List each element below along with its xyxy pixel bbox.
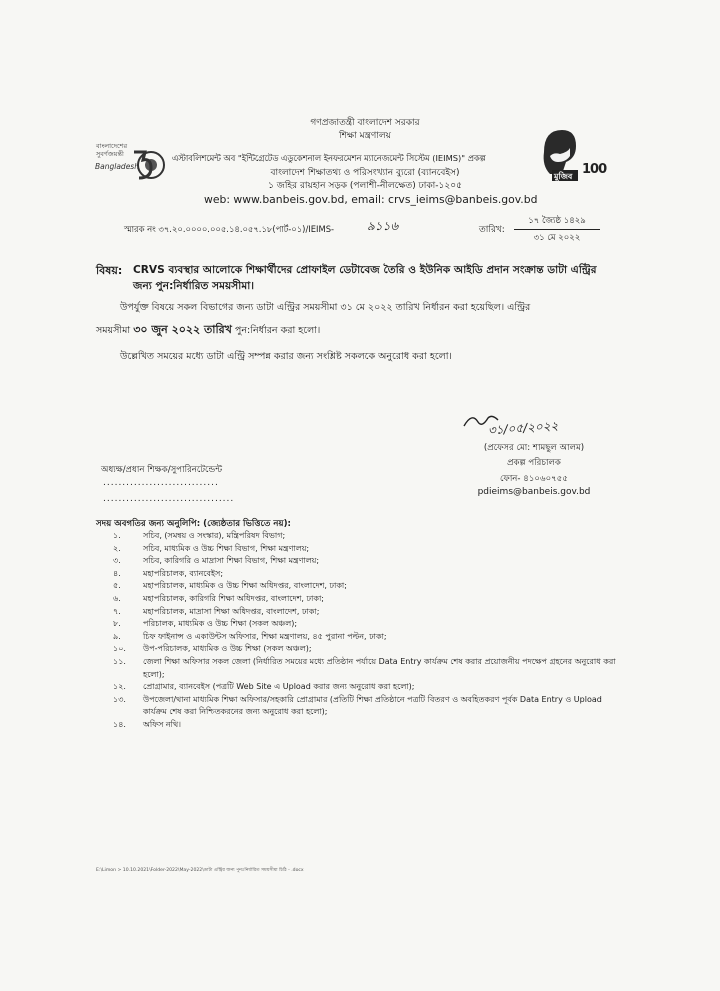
list-item: ৫. মহাপরিচালক, মাধ্যমিক ও উচ্চ শিক্ষা অধিদপ্তর, বাংলাদেশ, ঢাকা; bbox=[113, 581, 347, 591]
header-address: ১ জহির রায়হান সড়ক (পলাশী-নীলক্ষেত) ঢাকা-১২০৫ bbox=[268, 181, 462, 191]
body-para-1-line-1: উপর্যুক্ত বিষয়ে সকল বিভাগের জন্য ডাটা এন্ট্রির সময়সীমা ৩১ মে ২০২২ তারিখ নির্ধারন করা হয়েছিল। এন্ট্রির bbox=[120, 302, 531, 313]
footer-file-path: E:\Limon > 10.10.2021\Folder-2022\May-2022\ডাটা এন্ট্রির জন্য পুনঃনির্ধারিত সময়সীমা চিঠি - .docx bbox=[96, 868, 304, 873]
memo-ref: স্মারক নং ৩৭.২০.০০০০.০০৫.১৪.০৫৭.১৮(পার্ট-০১)/IEIMS- bbox=[124, 224, 335, 234]
date-label: তারিখ: bbox=[479, 225, 505, 235]
date-english: ৩১ মে ২০২২ bbox=[533, 233, 581, 243]
addressee-title: অধ্যক্ষ/প্রধান শিক্ষক/সুপারিনটেন্ডেন্ট bbox=[101, 465, 223, 475]
signatory-title: প্রকল্প পরিচালক bbox=[507, 458, 561, 468]
body-para-1-pre: সময়সীমা bbox=[96, 325, 131, 336]
logo-left-bangladesh: Bangladesh bbox=[95, 162, 139, 171]
list-item: ১২. প্রোগ্রামার, ব্যানবেইস (পত্রটি Web Site এ Upload করার জন্য অনুরোধ করা হলো); bbox=[113, 682, 415, 692]
body-para-1-post: পুন:নির্ধারন করা হলো। bbox=[234, 325, 321, 336]
mujib-100-number: 100 bbox=[582, 162, 607, 177]
signature-block bbox=[462, 416, 558, 440]
header-project: এস্টাবলিশমেন্ট অব "ইন্টিগ্রেটেড এডুকেশনাল ইনফরমেশন ম্যানেজমেন্ট সিস্টেম (IEIMS)" প্রকল্প bbox=[172, 153, 486, 163]
list-item: ১০. উপ-পরিচালক, মাধ্যমিক ও উচ্চ শিক্ষা (সকল অঞ্চল); bbox=[113, 644, 312, 654]
body-deadline: ৩০ জুন ২০২২ তারিখ bbox=[133, 323, 232, 336]
header-banbeis: বাংলাদেশ শিক্ষাতথ্য ও পরিসংখ্যান ব্যুরো (ব্যানবেইস) bbox=[270, 168, 460, 178]
header-govt: গণপ্রজাতন্ত্রী বাংলাদেশ সরকার bbox=[310, 118, 420, 128]
list-item: ৩. সচিব, কারিগরি ও মাদ্রাসা শিক্ষা বিভাগ, শিক্ষা মন্ত্রণালয়; bbox=[113, 556, 320, 566]
subject-label: বিষয়: bbox=[96, 264, 123, 277]
list-item: ৬. মহাপরিচালক, কারিগরি শিক্ষা অধিদপ্তর, বাংলাদেশ, ঢাকা; bbox=[113, 593, 324, 603]
date-bangla: ১৭ জ্যৈষ্ঠ ১৪২৯ bbox=[514, 214, 600, 230]
list-item: ১৩. উপজেলা/থানা মাধ্যমিক শিক্ষা অফিসার/সহকারি প্রোগ্রামার (প্রতিটি শিক্ষা প্রতিষ্ঠানে পত্রটি বিতরণ ও অবহিতকরণ পূর্বক Data Entry ও Upload কার্যক্রম শেষ করা নিশ্চিতকরনের জন্য অনুরোধ করা হলো); bbox=[113, 694, 602, 717]
list-item: ৭. মহাপরিচালক, মাদ্রাসা শিক্ষা অধিদপ্তর, বাংলাদেশ, ঢাকা; bbox=[113, 606, 320, 616]
mujib-borsho-logo bbox=[532, 122, 608, 184]
subject-line-1: CRVS ব্যবস্থার আলোকে শিক্ষার্থীদের প্রোফাইল ডেটাবেজ তৈরি ও ইউনিক আইডি প্রদান সংক্রান্ত ডাটা এন্ট্রির bbox=[133, 264, 597, 276]
list-item: ১৪. অফিস নথি। bbox=[113, 719, 181, 729]
golden-jubilee-logo bbox=[93, 140, 171, 186]
body-para-1-line-2 bbox=[96, 323, 320, 338]
list-item: ৮. পরিচালক, মাধ্যমিক ও উচ্চ শিক্ষা (সকল অঞ্চল); bbox=[113, 619, 298, 629]
addressee-dots-1: .............................. bbox=[103, 478, 219, 488]
list-item: ৯. চিফ ফাইনান্স ও একাউন্টস অফিসার, শিক্ষা মন্ত্রণালয়, ৪৫ পুরানা পল্টন, ঢাকা; bbox=[113, 631, 387, 641]
list-item: ৪. মহাপরিচালক, ব্যানবেইস; bbox=[113, 568, 224, 578]
list-item: ১১. জেলা শিক্ষা অফিসার সকল জেলা (নির্ধারিত সময়ের মধ্যে প্রতিষ্ঠান পর্যায়ে Data Entry কার্যক্রম শেষ করার প্রয়োজনীয় পদক্ষেপ গ্রহনের অনুরোধ করা হলো); bbox=[113, 656, 616, 679]
subject-line-2: জন্য পুন:নির্ধারিত সময়সীমা। bbox=[133, 280, 255, 292]
addressee-dots-2: .................................. bbox=[103, 494, 235, 504]
signatory-email: pdieims@banbeis.gov.bd bbox=[477, 487, 591, 497]
signature-scribble bbox=[462, 412, 502, 430]
signature-handwritten: ৩১/০৫/২০২২ bbox=[487, 418, 559, 438]
list-item: ২. সচিব, মাধ্যমিক ও উচ্চ শিক্ষা বিভাগ, শিক্ষা মন্ত্রণালয়; bbox=[113, 543, 310, 553]
memo-ref-handwritten: ৯১১৬ bbox=[367, 219, 399, 233]
header-web-email: web: www.banbeis.gov.bd, email: crvs_ieims@banbeis.gov.bd bbox=[204, 193, 538, 206]
logo-left-caption: বাংলাদেশের সুবর্ণজয়ন্তী bbox=[96, 142, 128, 158]
body-para-2: উল্লেখিত সময়ের মধ্যে ডাটা এন্ট্রি সম্পন্ন করার জন্য সংশ্লিষ্ট সকলকে অনুরোধ করা হলো। bbox=[120, 351, 452, 362]
svg-text:মুজিব: মুজিব bbox=[554, 172, 573, 181]
distribution-heading: সদয় অবগতির জন্য অনুলিপি: (জ্যেষ্ঠতার ভিত্তিতে নয়): bbox=[96, 519, 291, 529]
signatory-phone: ফোন- ৪১০৬০৭৫৫ bbox=[500, 474, 568, 484]
list-item: ১. সচিব, (সমন্বয় ও সংস্কার), মন্ত্রিপরিষদ বিভাগ; bbox=[113, 531, 286, 540]
signatory-name: (প্রফেসর মো: শামছুল আলম) bbox=[483, 443, 585, 453]
distribution-list bbox=[113, 530, 623, 732]
header-ministry: শিক্ষা মন্ত্রণালয় bbox=[339, 131, 391, 141]
